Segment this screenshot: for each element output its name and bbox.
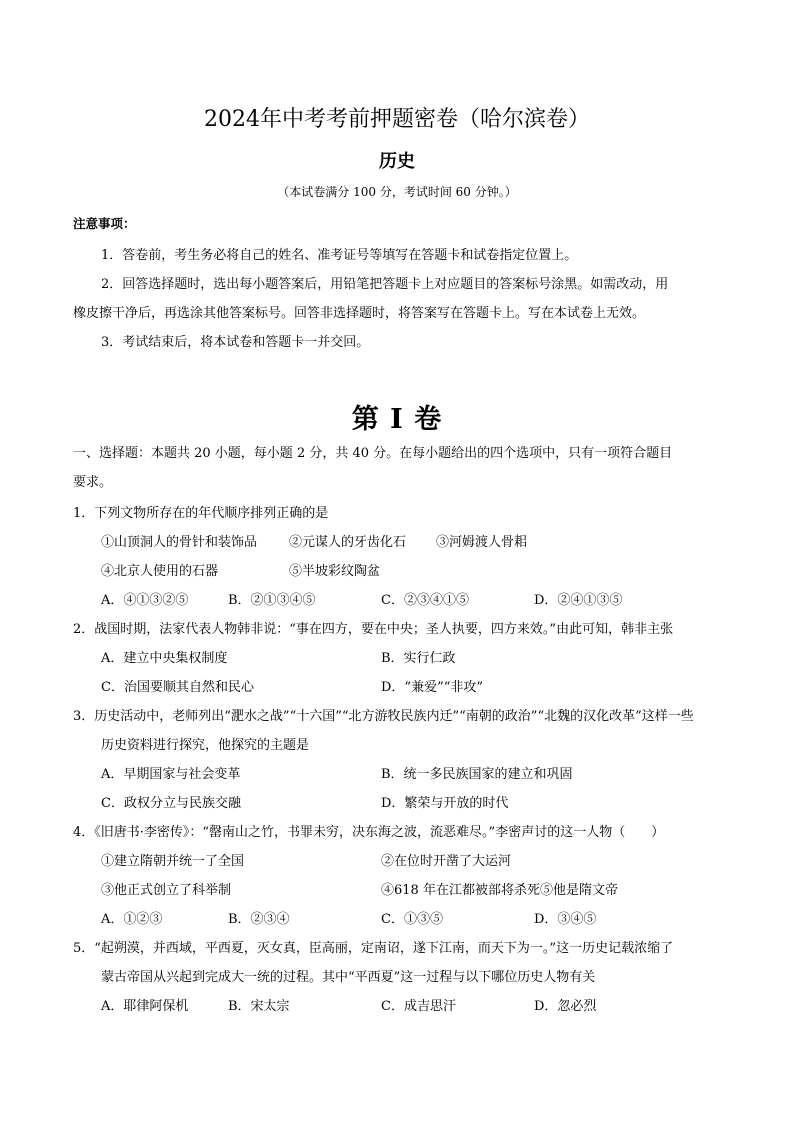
exam-title: 2024年中考考前押题密卷（哈尔滨卷） — [204, 107, 590, 132]
answer-option: C．①③⑤ — [381, 912, 443, 927]
question-item: ⑤半坡彩纹陶盆 — [289, 564, 381, 579]
answer-option: C．②③④①⑤ — [381, 593, 469, 608]
question-stem: 蒙古帝国从兴起到完成大一统的过程。其中“平西夏”这一过程与以下哪位历史人物有关 — [101, 970, 596, 985]
note-item: 1．答卷前，考生务必将自己的姓名、准考证号等填写在答题卡和试卷指定位置上。 — [101, 248, 578, 263]
notes-title: 注意事项： — [73, 216, 136, 231]
answer-option: A．早期国家与社会变革 — [101, 767, 241, 782]
answer-option: D．“兼爱”“非攻” — [381, 680, 484, 695]
answer-option: A．建立中央集权制度 — [101, 651, 228, 666]
note-item: 橡皮擦干净后，再选涂其他答案标号。回答非选择题时，将答案写在答题卡上。写在本试卷上无效。 — [73, 306, 646, 321]
question-item: ④618 年在江都被部将杀死⑤他是隋文帝 — [381, 883, 618, 898]
question-stem: 3．历史活动中，老师列出“淝水之战”“十六国”“北方游牧民族内迁”“南朝的政治”“北魏的汉化改革”这样一些 — [73, 709, 694, 724]
exam-subject: 历史 — [379, 151, 415, 172]
question-item: ③他正式创立了科举制 — [101, 883, 232, 898]
question-stem: 历史资料进行探究，他探究的主题是 — [101, 738, 310, 753]
question-item: ①山顶洞人的骨针和装饰品 — [101, 535, 258, 550]
question-stem: 2．战国时期，法家代表人物韩非说：“事在四方，要在中央；圣人执要，四方来效。”由此可知，韩非主张 — [73, 622, 674, 637]
section-instruction: 一、选择题：本题共 20 小题，每小题 2 分，共 40 分。在每小题给出的四个选项中，只有一项符合题目 — [73, 446, 673, 461]
question-item: ①建立隋朝并统一了全国 — [101, 854, 245, 869]
question-item: ②元谋人的牙齿化石 — [289, 535, 407, 550]
answer-option: C．政权分立与民族交融 — [101, 796, 241, 811]
question-stem: 4．《旧唐书·李密传》：“罄南山之竹，书罪未穷，决东海之波，流恶难尽。”李密声讨的这一人物（ ） — [73, 825, 665, 840]
answer-option: C．治国要顺其自然和民心 — [101, 680, 254, 695]
answer-option: A．①②③ — [101, 912, 163, 927]
answer-option: C．成吉思汗 — [381, 999, 456, 1014]
answer-option: D．③④⑤ — [534, 912, 597, 927]
question-stem: 1．下列文物所存在的年代顺序排列正确的是 — [73, 506, 329, 521]
answer-option: D．②④①③⑤ — [534, 593, 623, 608]
answer-option: D．繁荣与开放的时代 — [381, 796, 509, 811]
question-item: ③河姆渡人骨耜 — [436, 535, 528, 550]
question-item: ④北京人使用的石器 — [101, 564, 219, 579]
answer-option: D．忽必烈 — [534, 999, 597, 1014]
section-instruction: 要求。 — [73, 475, 113, 490]
exam-meta: （本试卷满分 100 分，考试时间 60 分钟。） — [277, 185, 517, 199]
answer-option: B．②③④ — [228, 912, 290, 927]
answer-option: A．耶律阿保机 — [101, 999, 189, 1014]
part-title: 第 I 卷 — [351, 404, 443, 435]
note-item: 2．回答选择题时，选出每小题答案后，用铅笔把答题卡上对应题目的答案标号涂黑。如需改动，用 — [101, 277, 669, 292]
answer-option: B．统一多民族国家的建立和巩固 — [381, 767, 573, 782]
answer-option: B．②①③④⑤ — [228, 593, 316, 608]
question-item: ②在位时开凿了大运河 — [381, 854, 512, 869]
question-stem: 5．“起朔漠，并西域，平西夏，灭女真，臣高丽，定南诏，遂下江南，而天下为一。”这一历史记载浓缩了 — [73, 941, 674, 956]
answer-option: B．实行仁政 — [381, 651, 456, 666]
answer-option: B．宋太宗 — [228, 999, 290, 1014]
answer-option: A．④①③②⑤ — [101, 593, 189, 608]
note-item: 3．考试结束后，将本试卷和答题卡一并交回。 — [101, 335, 370, 350]
